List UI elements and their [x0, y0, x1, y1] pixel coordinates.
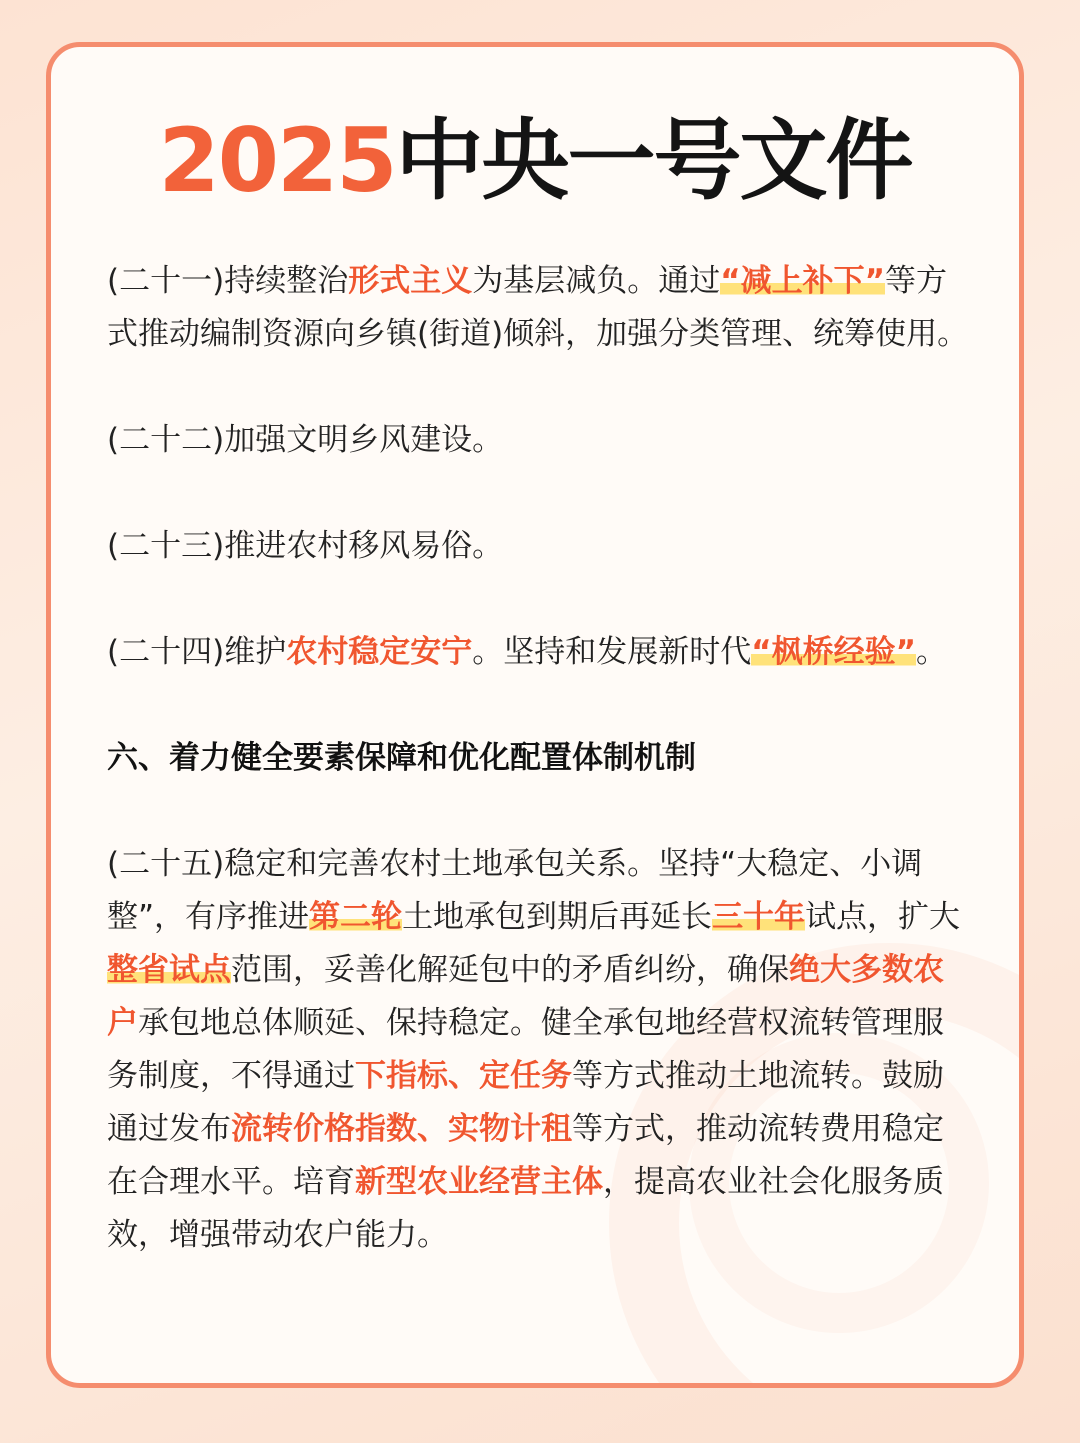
marked-phrase: 三十年: [712, 899, 806, 935]
paragraph-24: [107, 626, 971, 679]
page-title: [51, 109, 1019, 212]
paragraph-25: [107, 838, 971, 1262]
text-segment: 试点，扩大: [805, 899, 961, 935]
marked-phrase: 第二轮: [309, 899, 403, 935]
paragraph-22: (二十二)加强文明乡风建设。: [107, 422, 504, 458]
section-heading: 六、着力健全要素保障和优化配置体制机制: [107, 740, 696, 776]
text-segment: 。: [915, 634, 947, 670]
text-segment: (二十五)稳定和完善农村土地承包关系。坚持“大稳定、小调整”，有序推进: [107, 846, 923, 935]
highlight-text: 绝大多数农户: [107, 952, 944, 1041]
text-segment: 土地承包到期后再延长: [402, 899, 713, 935]
marked-quote: “枫桥经验”: [751, 634, 916, 670]
title-year: 2025: [158, 109, 396, 212]
highlight-text: 新型农业经营主体: [355, 1164, 603, 1200]
text-segment: 等方式推动编制资源向乡镇(街道)倾斜，加强分类管理、统筹使用。: [107, 263, 969, 352]
document-body: [107, 255, 971, 1262]
text-segment: 为基层减负。通过: [472, 263, 721, 299]
highlight-text: 农村稳定安宁: [286, 634, 473, 670]
paragraph-21: [107, 255, 971, 361]
text-segment: 。坚持和发展新时代: [472, 634, 752, 670]
highlight-text: 形式主义: [348, 263, 473, 299]
text-segment: (二十一)持续整治: [107, 263, 349, 299]
highlight-text: 下指标、定任务: [355, 1058, 572, 1094]
title-main: 中央一号文件: [395, 109, 912, 212]
text-segment: ，提高农业社会化服务质效，增强带动农户能力。: [107, 1164, 944, 1253]
marked-quote: “减上补下”: [720, 263, 885, 299]
marked-phrase: 整省试点: [107, 952, 231, 988]
text-segment: 范围，妥善化解延包中的矛盾纠纷，确保: [231, 952, 789, 988]
text-segment: (二十四)维护: [107, 634, 287, 670]
paragraph-23: (二十三)推进农村移风易俗。: [107, 528, 504, 564]
document-card: [46, 42, 1024, 1388]
text-segment: 等方式推动土地流转。鼓励通过发布: [107, 1058, 944, 1147]
text-segment: 承包地总体顺延、保持稳定。健全承包地经营权流转管理服务制度，不得通过: [107, 1005, 944, 1094]
highlight-text: 流转价格指数、实物计租: [231, 1111, 572, 1147]
text-segment: 等方式，推动流转费用稳定在合理水平。培育: [107, 1111, 944, 1200]
